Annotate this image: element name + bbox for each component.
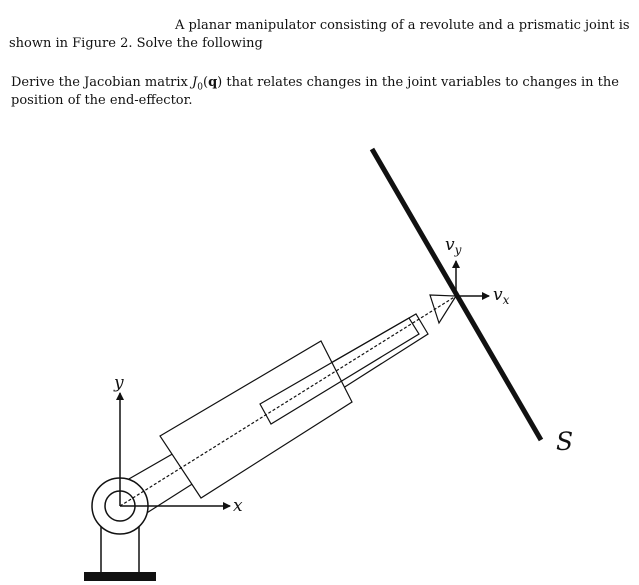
end-effector-tip xyxy=(430,295,456,323)
x-axis-label: x xyxy=(233,496,243,516)
y-axis-label: y xyxy=(114,373,124,393)
task-text-part-1: Derive the Jacobian matrix xyxy=(11,75,193,90)
vx-label-sub: x xyxy=(502,293,510,307)
task-text-line-2: position of the end-effector. xyxy=(11,93,193,108)
vy-label xyxy=(445,235,462,257)
vy-label-main: v xyxy=(445,235,455,255)
intro-text-line-2: shown in Figure 2. Solve the following xyxy=(9,36,263,51)
jacobian-symbol: J xyxy=(192,75,198,90)
close-paren: ) xyxy=(217,75,223,90)
intro-text-line-1: A planar manipulator consisting of a revolute and a prismatic joint is xyxy=(175,18,630,33)
vx-label xyxy=(493,285,510,307)
outer-sleeve xyxy=(160,341,352,498)
ground-plate xyxy=(84,572,156,581)
vy-label-sub: y xyxy=(454,243,462,257)
vx-label-main: v xyxy=(493,285,503,305)
open-paren: ( xyxy=(202,75,209,90)
q-symbol: q xyxy=(208,75,218,90)
surface-label: S xyxy=(556,427,574,456)
jacobian-subscript: 0 xyxy=(197,82,203,93)
task-text-part-2: that relates changes in the joint variables to changes in the xyxy=(222,75,619,90)
